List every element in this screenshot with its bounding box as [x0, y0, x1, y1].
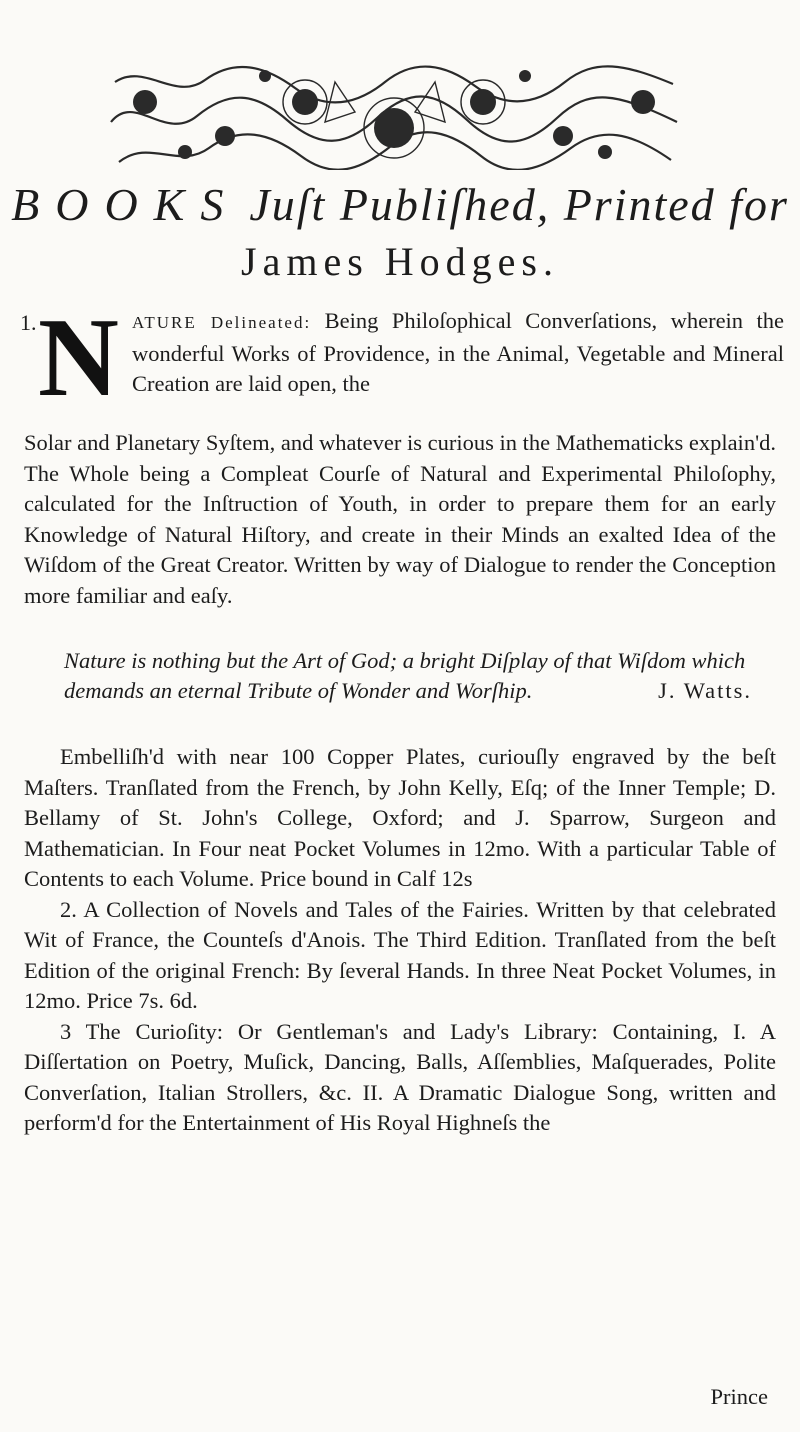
publisher-name [0, 238, 800, 285]
book-entry-2: 2. A Collection of Novels and Tales of the Fairies. Written by that celebrated Wit of France, the Counteſs d'Anois. The Third Edition. Tranſlated from the beſt Edition of the original French: By ſeveral Hands. In three Neat Pocket Volumes, in 12mo. Price 7s. 6d. [24, 896, 776, 1013]
page-title [0, 178, 800, 231]
book-entry-3: 3 The Curioſity: Or Gentleman's and Lady's Library: Containing, I. A Diſſertation on Poetry, Muſick, Dancing, Balls, Aſſemblies, Maſquerades, Polite Converſation, Italian Strollers, &c. II. A Dramatic Dialogue Song, written and perform'd for the Entertainment of His Royal Highneſs the [24, 1018, 776, 1135]
entry-1-text-a: Being Philoſophical Converſations, wherein the wonderful Works of Providence, in the Animal, Vegetable and Mineral Creation are laid open, the [132, 308, 784, 396]
quote-attribution: J. Watts. [658, 678, 752, 703]
entry-1-details: Embelliſh'd with near 100 Copper Plates, curiouſly engraved by the beſt Maſters. Tranſlated from the French, by John Kelly, Eſq; of the Inner Temple; D. Bellamy of St. John's College, Oxford; and J. Sparrow, Surgeon and Mathematician. In Four neat Pocket Volumes in 12mo. With a particular Table of Contents to each Volume. Price bound in Calf 12s [24, 744, 776, 891]
entries-body [24, 742, 776, 1139]
catchword: Prince [710, 1384, 768, 1409]
title-rest: Juſt Publiſhed, Printed for [249, 179, 789, 230]
title-books: BOOKS [11, 179, 240, 230]
quote-text: Nature is nothing but the Art of God; a bright Diſplay of that Wiſdom which demands an eternal Tribute of Wonder and Worſhip. [64, 648, 746, 703]
drop-cap: N [38, 296, 119, 420]
entry-1-text-b: Solar and Planetary Syſtem, and whatever is curious in the Mathematicks explain'd. The Whole being a Compleat Courſe of Natural and Experimental Philoſophy, calculated for the Inſtruction of Youth, in order to prepare them for an early Knowledge of Natural Hiſtory, and create in their Minds an exalted Idea of the Wiſdom of the Great Creator. Written by way of Dialogue to render the Conception more familiar and eaſy. [24, 430, 776, 608]
entry-number: 1. [20, 310, 37, 335]
entry-1-opening [132, 306, 784, 400]
publisher-name-text: James Hodges. [241, 239, 559, 284]
ornamental-headpiece [105, 62, 683, 170]
entry-1-lead: ATURE Delineated: [132, 313, 312, 332]
epigraph-quote [64, 646, 752, 706]
